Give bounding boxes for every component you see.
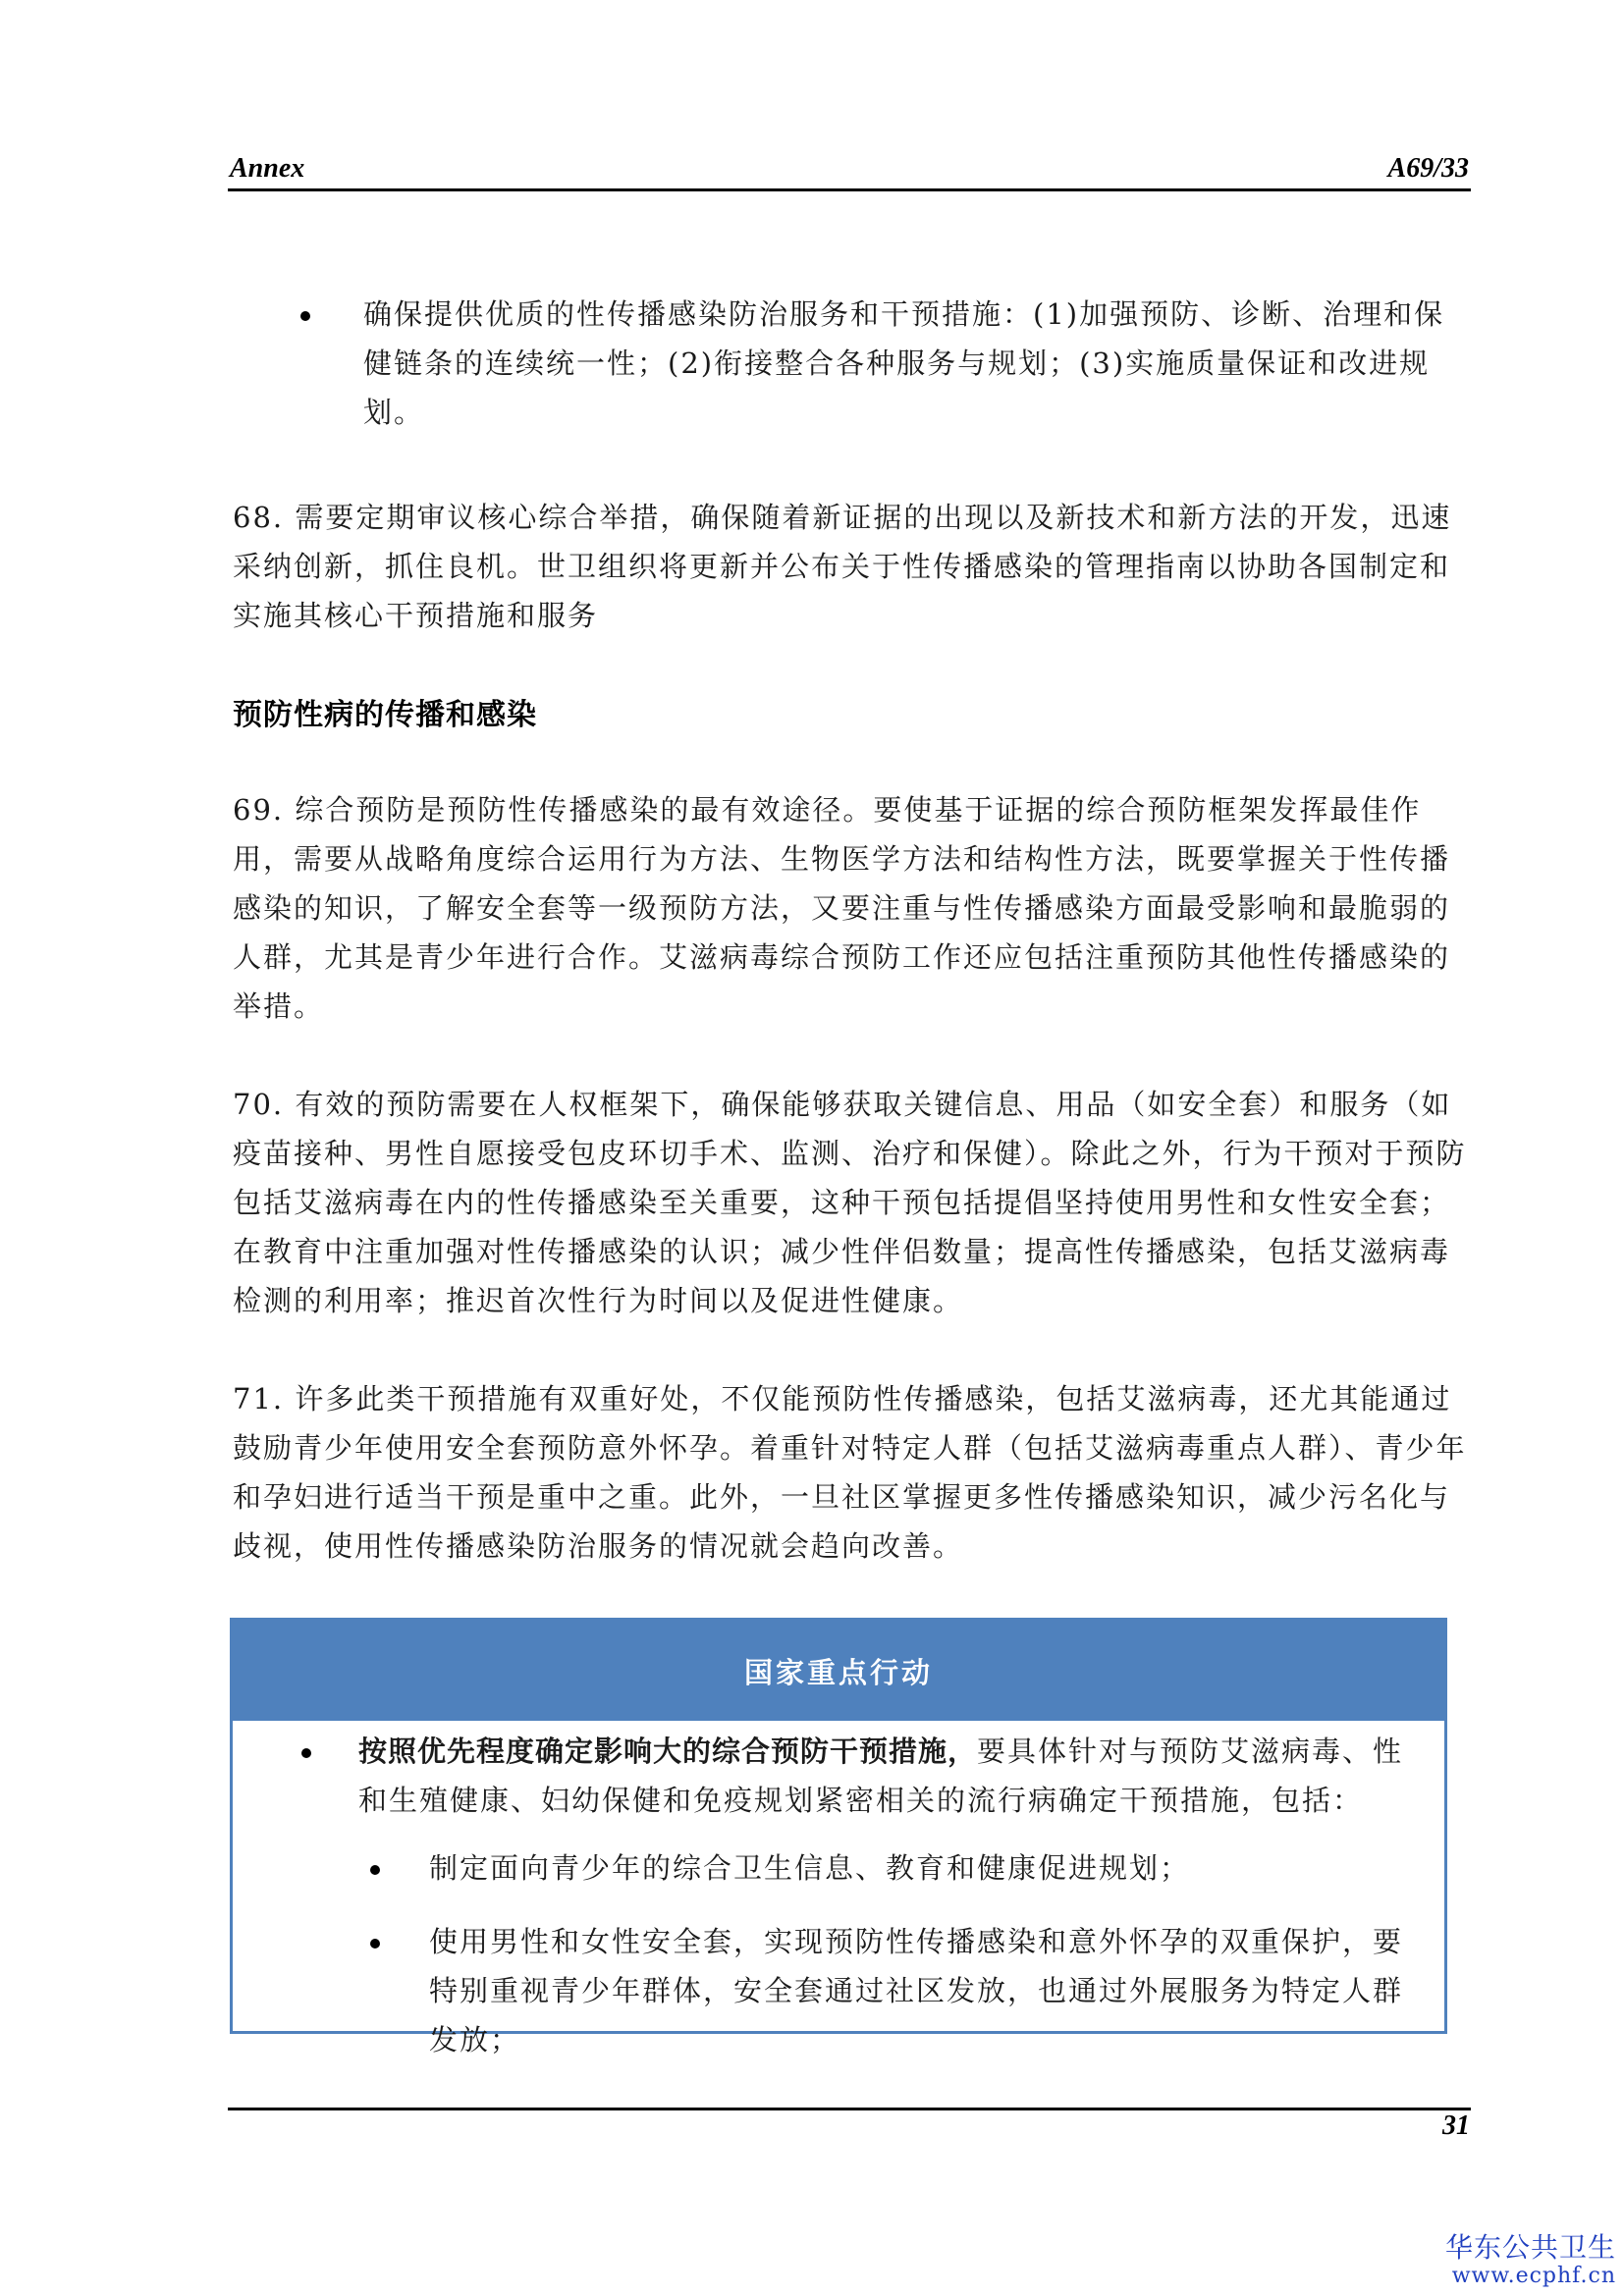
header-annex: Annex <box>230 153 305 184</box>
box-header <box>233 1621 1444 1721</box>
bullet-icon <box>301 1748 311 1758</box>
box-bullet-rest: 要具体针对与预防艾滋病毒、性和生殖健康、妇幼保健和免疫规划紧密相关的流行病确定干预措施，包括： <box>358 1735 1404 1817</box>
national-actions-box <box>230 1618 1447 2056</box>
footer-rule <box>228 2108 1471 2110</box>
bullet-paragraph: 确保提供优质的性传播感染防治服务和干预措施：(1)加强预防、诊断、治理和保健链条的连续统一性；(2)衔接整合各种服务与规划；(3)实施质量保证和改进规划。 <box>363 297 1445 429</box>
header-doc-id: A69/33 <box>1387 153 1469 184</box>
box-bullet-lead: 按照优先程度确定影响大的综合预防干预措施， <box>358 1735 978 1768</box>
watermark-url: www.ecphf.cn <box>1451 2264 1616 2288</box>
section-heading: 预防性病的传播和感染 <box>233 698 537 732</box>
box-sub-bullet-1: 制定面向青少年的综合卫生信息、教育和健康促进规划； <box>429 1851 1191 1885</box>
box-bullet-item <box>358 1727 1424 1825</box>
paragraph-69: 69. 综合预防是预防性传播感染的最有效途径。要使基于证据的综合预防框架发挥最佳作用，需要从战略角度综合运用行为方法、生物医学方法和结构性方法，既要掌握关于性传播感染的知识，了解安全套等一级预防方法，又要注重与性传播感染方面最受影响和最脆弱的人群，尤其是青少年进行合作。艾滋病毒综合预防工作还应包括注重预防其他性传播感染的举措。 <box>233 793 1451 1023</box>
page-header <box>228 149 1471 191</box>
watermark-name: 华东公共卫生 <box>1444 2231 1616 2264</box>
paragraph-68: 68. 需要定期审议核心综合举措，确保随着新证据的出现以及新技术和新方法的开发，迅速采纳创新，抓住良机。世卫组织将更新并公布关于性传播感染的管理指南以协助各国制定和实施其核心干预措施和服务 <box>233 501 1452 632</box>
box-sub-bullet-2: 使用男性和女性安全套，实现预防性传播感染和意外怀孕的双重保护，要特别重视青少年群体，安全套通过社区发放，也通过外展服务为特定人群发放； <box>429 1925 1404 2056</box>
sub-bullet-icon <box>370 1939 380 1949</box>
bullet-icon <box>300 311 310 321</box>
paragraph-71: 71. 许多此类干预措施有双重好处，不仅能预防性传播感染，包括艾滋病毒，还尤其能通过鼓励青少年使用安全套预防意外怀孕。着重针对特定人群（包括艾滋病毒重点人群）、青少年和孕妇进行适当干预是重中之重。此外，一旦社区掌握更多性传播感染知识，减少污名化与歧视，使用性传播感染防治服务的情况就会趋向改善。 <box>233 1382 1467 1563</box>
sub-bullet-icon <box>370 1865 380 1875</box>
page-number: 31 <box>1442 2110 1470 2141</box>
paragraph-70: 70. 有效的预防需要在人权框架下，确保能够获取关键信息、用品（如安全套）和服务（如疫苗接种、男性自愿接受包皮环切手术、监测、治疗和保健）。除此之外，行为干预对于预防包括艾滋病毒在内的性传播感染至关重要，这种干预包括提倡坚持使用男性和女性安全套；在教育中注重加强对性传播感染的认识；减少性伴侣数量；提高性传播感染，包括艾滋病毒检测的利用率；推迟首次性行为时间以及促进性健康。 <box>233 1088 1467 1317</box>
box-title: 国家重点行动 <box>743 1655 933 1689</box>
